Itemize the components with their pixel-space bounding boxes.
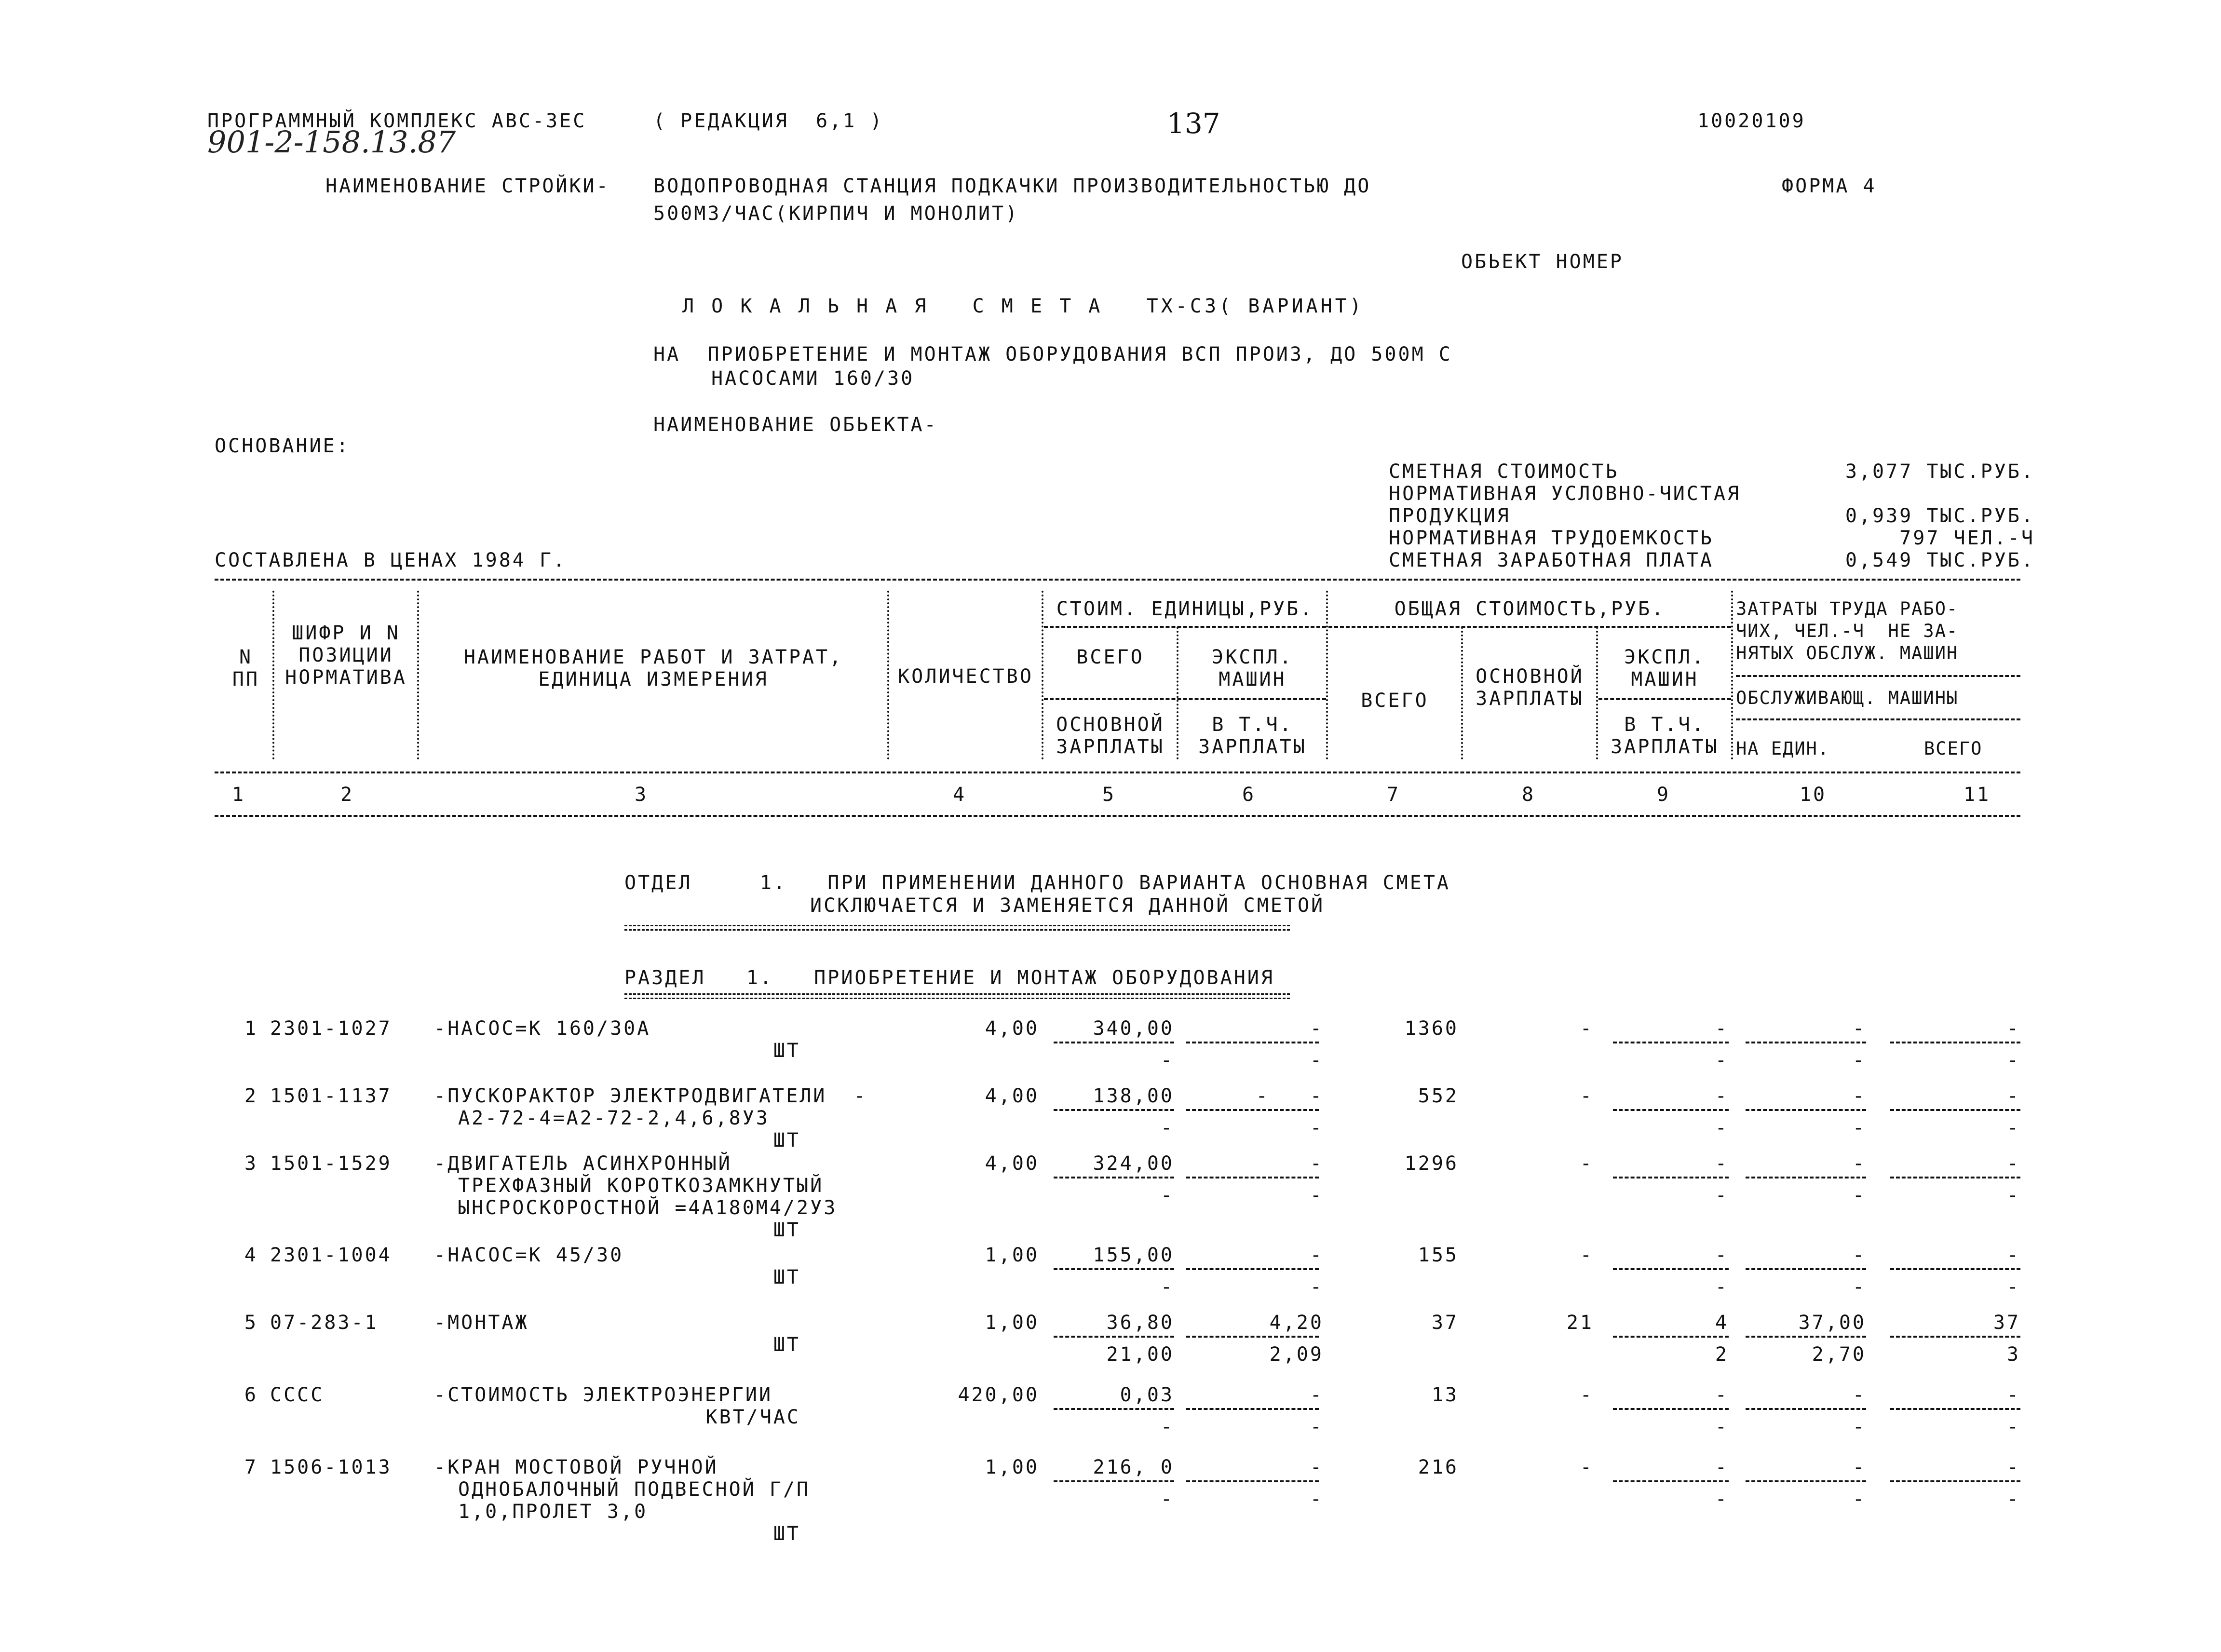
row-total: 1296 bbox=[1404, 1152, 1459, 1175]
row-quantity: 4,00 bbox=[985, 1085, 1039, 1107]
row-labor-total: 37 bbox=[1993, 1312, 2020, 1334]
row-unit-incl-pay: - bbox=[1310, 1184, 1324, 1206]
row-unit-exp: - bbox=[1310, 1456, 1324, 1478]
cell-rule bbox=[1054, 1408, 1174, 1410]
row-code: 1501-1137 bbox=[270, 1085, 392, 1107]
cell-rule bbox=[1186, 1336, 1319, 1338]
form-label: ФОРМА 4 bbox=[1782, 175, 1877, 197]
row-unit: ШТ bbox=[773, 1334, 800, 1356]
col-number: 3 bbox=[634, 784, 649, 806]
summary-value-0: 3,077 ТЫС.РУБ. bbox=[1845, 460, 2035, 483]
row-code: 1506-1013 bbox=[270, 1456, 392, 1478]
col-header-unit-exp: ЭКСПЛ. МАШИН bbox=[1212, 646, 1293, 691]
cell-rule bbox=[1746, 1408, 1866, 1410]
construction-name-line2: 500М3/ЧАС(КИРПИЧ И МОНОЛИТ) bbox=[653, 203, 1019, 225]
row-total: 37 bbox=[1431, 1312, 1459, 1334]
row-quantity: 420,00 bbox=[958, 1384, 1039, 1406]
row-exp: - bbox=[1715, 1085, 1729, 1107]
row-exp: 4 bbox=[1715, 1312, 1729, 1334]
col-number: 11 bbox=[1963, 784, 1991, 806]
col-sep bbox=[1596, 627, 1598, 759]
row-total: 552 bbox=[1418, 1085, 1459, 1107]
row-number: 3 bbox=[244, 1152, 258, 1175]
object-name-label: НАИМЕНОВАНИЕ ОБЬЕКТА- bbox=[653, 414, 938, 436]
row-unit: ШТ bbox=[773, 1129, 800, 1151]
cell-rule bbox=[1613, 1109, 1729, 1111]
row-name-line: -СТОИМОСТЬ ЭЛЕКТРОЭНЕРГИИ bbox=[434, 1384, 773, 1406]
col-sep bbox=[1731, 591, 1733, 759]
row-exp-pay: - bbox=[1715, 1184, 1729, 1206]
row-unit: КВТ/ЧАС bbox=[705, 1406, 800, 1428]
row-unit-exp: - bbox=[1310, 1152, 1324, 1175]
row-name-line: ТРЕХФАЗНЫЙ КОРОТКОЗАМКНУТЫЙ bbox=[458, 1175, 824, 1197]
row-labor-unit-b: - bbox=[1852, 1416, 1866, 1438]
summary-label-4: СМЕТНАЯ ЗАРАБОТНАЯ ПЛАТА bbox=[1389, 549, 1714, 571]
row-unit: ШТ bbox=[773, 1266, 800, 1288]
row-unit-exp: 4,20 bbox=[1269, 1312, 1324, 1334]
row-labor-unit: - bbox=[1852, 1152, 1866, 1175]
col-header-labor: ЗАТРАТЫ ТРУДА РАБО- ЧИХ, ЧЕЛ.-Ч НЕ ЗА- НЯТЫХ ОБСЛУЖ. МАШИН bbox=[1736, 598, 1959, 664]
row-exp-pay: - bbox=[1715, 1416, 1729, 1438]
row-exp: - bbox=[1715, 1456, 1729, 1478]
cell-rule bbox=[1054, 1336, 1174, 1338]
row-code: СССС bbox=[270, 1384, 325, 1406]
cell-rule bbox=[1613, 1480, 1729, 1482]
col-header-labor-machines: ОБСЛУЖИВАЮЩ. МАШИНЫ bbox=[1736, 688, 1959, 708]
row-base-pay: - bbox=[1580, 1152, 1594, 1175]
row-labor-unit: - bbox=[1852, 1456, 1866, 1478]
row-labor-unit: 37,00 bbox=[1798, 1312, 1866, 1334]
row-unit: ШТ bbox=[773, 1523, 800, 1545]
row-exp: - bbox=[1715, 1017, 1729, 1040]
row-labor-total-b: - bbox=[2006, 1488, 2020, 1510]
row-labor-total: - bbox=[2006, 1456, 2020, 1478]
row-unit-incl-pay: - bbox=[1310, 1488, 1324, 1510]
row-quantity: 1,00 bbox=[985, 1244, 1039, 1266]
cell-rule bbox=[1746, 1042, 1866, 1043]
col-number: 2 bbox=[340, 784, 354, 806]
col-number: 5 bbox=[1102, 784, 1116, 806]
col-header-unit-incl-pay: В Т.Ч. ЗАРПЛАТЫ bbox=[1198, 714, 1307, 758]
row-number: 1 bbox=[244, 1017, 258, 1040]
summary-label-0: СМЕТНАЯ СТОИМОСТЬ bbox=[1389, 460, 1619, 483]
rule bbox=[1044, 698, 1326, 700]
cell-rule bbox=[1890, 1109, 2020, 1111]
cell-rule bbox=[1186, 1042, 1319, 1043]
cell-rule bbox=[1890, 1336, 2020, 1338]
page-number: 137 bbox=[1167, 107, 1220, 140]
col-number: 6 bbox=[1242, 784, 1256, 806]
row-number: 5 bbox=[244, 1312, 258, 1334]
section-title-line2: ИСКЛЮЧАЕТСЯ И ЗАМЕНЯЕТСЯ ДАННОЙ СМЕТОЙ bbox=[810, 894, 1325, 917]
row-quantity: 1,00 bbox=[985, 1312, 1039, 1334]
col-sep bbox=[1326, 591, 1328, 759]
row-unit-base-pay: 21,00 bbox=[1106, 1343, 1174, 1366]
col-sep bbox=[272, 591, 274, 759]
basis-label: ОСНОВАНИЕ: bbox=[215, 435, 350, 457]
row-name-line: А2-72-4=А2-72-2,4,6,8У3 bbox=[458, 1107, 770, 1129]
row-name-line: ОДНОБАЛОЧНЫЙ ПОДВЕСНОЙ Г/П bbox=[458, 1478, 811, 1501]
row-name-line: -НАСОС=К 45/30 bbox=[434, 1244, 624, 1266]
row-labor-unit-b: - bbox=[1852, 1276, 1866, 1298]
row-unit-base-pay: - bbox=[1160, 1049, 1174, 1071]
row-exp-pay: - bbox=[1715, 1117, 1729, 1139]
row-labor-unit-b: 2,70 bbox=[1812, 1343, 1866, 1366]
rule bbox=[1598, 698, 1731, 700]
summary-value-4: 0,549 ТЫС.РУБ. bbox=[1845, 549, 2035, 571]
col-number: 10 bbox=[1799, 784, 1827, 806]
row-unit-cost: 138,00 bbox=[1093, 1085, 1174, 1107]
row-unit-exp: - bbox=[1310, 1384, 1324, 1406]
program-name: ПРОГРАММНЫЙ КОМПЛЕКС АВС-3ЕС bbox=[207, 110, 587, 132]
table-top-rule bbox=[215, 579, 2020, 581]
section-underline bbox=[624, 925, 1290, 931]
col-sep bbox=[1177, 627, 1178, 759]
cell-rule bbox=[1746, 1109, 1866, 1111]
row-labor-unit-b: - bbox=[1852, 1488, 1866, 1510]
col-header-total-incl-pay: В Т.Ч. ЗАРПЛАТЫ bbox=[1611, 714, 1719, 758]
row-exp: - bbox=[1715, 1384, 1729, 1406]
cell-rule bbox=[1890, 1177, 2020, 1178]
row-unit-base-pay: - bbox=[1160, 1416, 1174, 1438]
row-quantity: 4,00 bbox=[985, 1152, 1039, 1175]
cell-rule bbox=[1186, 1177, 1319, 1178]
row-code: 1501-1529 bbox=[270, 1152, 392, 1175]
row-number: 2 bbox=[244, 1085, 258, 1107]
col-header-n: N ПП bbox=[232, 646, 260, 691]
row-unit-exp: - bbox=[1310, 1017, 1324, 1040]
prices-note: СОСТАВЛЕНА В ЦЕНАХ 1984 Г. bbox=[215, 549, 567, 571]
row-name-line: -НАСОС=К 160/30А bbox=[434, 1017, 651, 1040]
row-unit-cost: 216, 0 bbox=[1093, 1456, 1174, 1478]
cell-rule bbox=[1890, 1268, 2020, 1270]
row-name-line: -КРАН МОСТОВОЙ РУЧНОЙ bbox=[434, 1456, 718, 1478]
row-name-line: -ПУСКОРАКТОР ЭЛЕКТРОДВИГАТЕЛИ - bbox=[434, 1085, 867, 1107]
col-sep bbox=[1042, 591, 1043, 759]
header-bottom-rule bbox=[215, 772, 2020, 773]
row-code: 2301-1027 bbox=[270, 1017, 392, 1040]
row-base-pay: - bbox=[1580, 1017, 1594, 1040]
row-code: 2301-1004 bbox=[270, 1244, 392, 1266]
row-name-line: 1,0,ПРОЛЕТ 3,0 bbox=[458, 1501, 648, 1523]
row-labor-total: - bbox=[2006, 1244, 2020, 1266]
row-exp: - bbox=[1715, 1244, 1729, 1266]
row-labor-unit-b: - bbox=[1852, 1184, 1866, 1206]
cell-rule bbox=[1054, 1042, 1174, 1043]
col-number: 4 bbox=[952, 784, 967, 806]
row-unit-incl-pay: - bbox=[1310, 1117, 1324, 1139]
row-total: 155 bbox=[1418, 1244, 1459, 1266]
row-total: 1360 bbox=[1404, 1017, 1459, 1040]
col-number: 9 bbox=[1656, 784, 1671, 806]
row-unit-base-pay: - bbox=[1160, 1488, 1174, 1510]
row-unit-cost: 0,03 bbox=[1120, 1384, 1174, 1406]
rule bbox=[1736, 718, 2020, 720]
col-header-code: ШИФР И N ПОЗИЦИИ НОРМАТИВА bbox=[285, 622, 407, 689]
row-unit-cost: 36,80 bbox=[1106, 1312, 1174, 1334]
cell-rule bbox=[1890, 1480, 2020, 1482]
cell-rule bbox=[1186, 1268, 1319, 1270]
row-unit-exp: - - bbox=[1256, 1085, 1324, 1107]
subsection-title: РАЗДЕЛ 1. ПРИОБРЕТЕНИЕ И МОНТАЖ ОБОРУДОВАНИЯ bbox=[624, 967, 1274, 989]
row-base-pay: - bbox=[1580, 1384, 1594, 1406]
row-labor-total: - bbox=[2006, 1152, 2020, 1175]
cell-rule bbox=[1186, 1480, 1319, 1482]
col-header-qty: КОЛИЧЕСТВО bbox=[898, 665, 1033, 688]
row-unit-incl-pay: 2,09 bbox=[1269, 1343, 1324, 1366]
row-code: 07-283-1 bbox=[270, 1312, 379, 1334]
row-labor-unit-b: - bbox=[1852, 1049, 1866, 1071]
row-name-line: ЫНСРОСКОРОСТНОЙ =4А180М4/2У3 bbox=[458, 1197, 838, 1219]
row-labor-unit: - bbox=[1852, 1085, 1866, 1107]
row-labor-total: - bbox=[2006, 1384, 2020, 1406]
row-exp-pay: - bbox=[1715, 1488, 1729, 1510]
col-header-labor-per-unit: НА ЕДИН. bbox=[1736, 738, 1830, 759]
row-unit: ШТ bbox=[773, 1219, 800, 1241]
section-title-line1: ОТДЕЛ 1. ПРИ ПРИМЕНЕНИИ ДАННОГО ВАРИАНТА ОСНОВНАЯ СМЕТА bbox=[624, 872, 1451, 894]
row-labor-total-b: - bbox=[2006, 1049, 2020, 1071]
row-unit: ШТ bbox=[773, 1040, 800, 1062]
doc-code: 10020109 bbox=[1697, 110, 1806, 132]
row-name-line: -ДВИГАТЕЛЬ АСИНХРОННЫЙ bbox=[434, 1152, 732, 1175]
row-labor-unit: - bbox=[1852, 1244, 1866, 1266]
cell-rule bbox=[1890, 1408, 2020, 1410]
row-unit-cost: 155,00 bbox=[1093, 1244, 1174, 1266]
cell-rule bbox=[1746, 1268, 1866, 1270]
col-number: 8 bbox=[1521, 784, 1536, 806]
col-header-unit-total: ВСЕГО bbox=[1076, 646, 1144, 668]
row-base-pay: - bbox=[1580, 1244, 1594, 1266]
cell-rule bbox=[1613, 1042, 1729, 1043]
row-number: 4 bbox=[244, 1244, 258, 1266]
row-unit-base-pay: - bbox=[1160, 1117, 1174, 1139]
col-header-labor-total: ВСЕГО bbox=[1924, 738, 1983, 759]
row-unit-incl-pay: - bbox=[1310, 1416, 1324, 1438]
row-base-pay: - bbox=[1580, 1456, 1594, 1478]
row-labor-unit-b: - bbox=[1852, 1117, 1866, 1139]
col-sep bbox=[1461, 627, 1463, 759]
cell-rule bbox=[1613, 1408, 1729, 1410]
row-unit-base-pay: - bbox=[1160, 1276, 1174, 1298]
row-exp-pay: - bbox=[1715, 1049, 1729, 1071]
construction-name-label: НАИМЕНОВАНИЕ СТРОЙКИ- bbox=[325, 175, 610, 197]
subsection-underline bbox=[624, 993, 1290, 999]
row-labor-total-b: - bbox=[2006, 1276, 2020, 1298]
col-sep bbox=[887, 591, 889, 759]
col-header-total-base-pay: ОСНОВНОЙ ЗАРПЛАТЫ bbox=[1476, 665, 1584, 710]
row-unit-incl-pay: - bbox=[1310, 1049, 1324, 1071]
row-labor-unit: - bbox=[1852, 1384, 1866, 1406]
col-header-unit-cost: СТОИМ. ЕДИНИЦЫ,РУБ. bbox=[1056, 598, 1314, 620]
row-base-pay: 21 bbox=[1566, 1312, 1594, 1334]
cell-rule bbox=[1613, 1268, 1729, 1270]
col-number: 7 bbox=[1386, 784, 1401, 806]
row-labor-total-b: 3 bbox=[2006, 1343, 2020, 1366]
cell-rule bbox=[1613, 1336, 1729, 1338]
row-base-pay: - bbox=[1580, 1085, 1594, 1107]
col-sep bbox=[417, 591, 419, 759]
edition: ( РЕДАКЦИЯ 6,1 ) bbox=[653, 110, 884, 132]
row-labor-unit: - bbox=[1852, 1017, 1866, 1040]
col-header-total-all: ВСЕГО bbox=[1361, 690, 1429, 712]
object-number-label: ОБЬЕКТ НОМЕР bbox=[1461, 251, 1624, 273]
col-header-unit-base-pay: ОСНОВНОЙ ЗАРПЛАТЫ bbox=[1056, 714, 1165, 758]
row-number: 6 bbox=[244, 1384, 258, 1406]
row-exp-pay: 2 bbox=[1715, 1343, 1729, 1366]
row-labor-total-b: - bbox=[2006, 1117, 2020, 1139]
estimate-subtitle-line2: НАСОСАМИ 160/30 bbox=[711, 367, 915, 390]
col-number: 1 bbox=[231, 784, 246, 806]
row-quantity: 4,00 bbox=[985, 1017, 1039, 1040]
cell-rule bbox=[1746, 1480, 1866, 1482]
col-header-total-exp: ЭКСПЛ. МАШИН bbox=[1624, 646, 1706, 691]
row-unit-cost: 324,00 bbox=[1093, 1152, 1174, 1175]
cell-rule bbox=[1746, 1177, 1866, 1178]
construction-name-line1: ВОДОПРОВОДНАЯ СТАНЦИЯ ПОДКАЧКИ ПРОИЗВОДИТЕЛЬНОСТЬЮ ДО bbox=[653, 175, 1371, 197]
summary-label-3: НОРМАТИВНАЯ ТРУДОЕМКОСТЬ bbox=[1389, 527, 1714, 549]
row-name-line: -МОНТАЖ bbox=[434, 1312, 529, 1334]
row-total: 13 bbox=[1431, 1384, 1459, 1406]
row-total: 216 bbox=[1418, 1456, 1459, 1478]
summary-value-3: 797 ЧЕЛ.-Ч bbox=[1899, 527, 2035, 549]
estimate-subtitle-line1: НА ПРИОБРЕТЕНИЕ И МОНТАЖ ОБОРУДОВАНИЯ ВСП ПРОИЗ, ДО 500М С bbox=[653, 343, 1452, 366]
row-number: 7 bbox=[244, 1456, 258, 1478]
row-labor-total: - bbox=[2006, 1017, 2020, 1040]
cell-rule bbox=[1746, 1336, 1866, 1338]
row-exp: - bbox=[1715, 1152, 1729, 1175]
row-labor-total: - bbox=[2006, 1085, 2020, 1107]
cell-rule bbox=[1054, 1268, 1174, 1270]
summary-value-2: 0,939 ТЫС.РУБ. bbox=[1845, 505, 2035, 527]
row-labor-total-b: - bbox=[2006, 1184, 2020, 1206]
cell-rule bbox=[1186, 1408, 1319, 1410]
row-unit-cost: 340,00 bbox=[1093, 1017, 1174, 1040]
cell-rule bbox=[1613, 1177, 1729, 1178]
cell-rule bbox=[1186, 1109, 1319, 1111]
cell-rule bbox=[1054, 1109, 1174, 1111]
row-quantity: 1,00 bbox=[985, 1456, 1039, 1478]
row-unit-exp: - bbox=[1310, 1244, 1324, 1266]
rule bbox=[1328, 626, 1731, 628]
row-exp-pay: - bbox=[1715, 1276, 1729, 1298]
row-labor-total-b: - bbox=[2006, 1416, 2020, 1438]
col-header-name: НАИМЕНОВАНИЕ РАБОТ И ЗАТРАТ, ЕДИНИЦА ИЗМЕРЕНИЯ bbox=[463, 646, 843, 691]
summary-label-1: НОРМАТИВНАЯ УСЛОВНО-ЧИСТАЯ bbox=[1389, 483, 1741, 505]
handwritten-reference: 901-2-158.13.87 bbox=[207, 124, 456, 160]
numbers-bottom-rule bbox=[215, 815, 2020, 817]
rule bbox=[1736, 675, 2020, 677]
rule bbox=[1044, 626, 1326, 628]
summary-label-2: ПРОДУКЦИЯ bbox=[1389, 505, 1511, 527]
cell-rule bbox=[1890, 1042, 2020, 1043]
row-unit-base-pay: - bbox=[1160, 1184, 1174, 1206]
cell-rule bbox=[1054, 1177, 1174, 1178]
cell-rule bbox=[1054, 1480, 1174, 1482]
row-unit-incl-pay: - bbox=[1310, 1276, 1324, 1298]
col-header-total-cost: ОБЩАЯ СТОИМОСТЬ,РУБ. bbox=[1394, 598, 1666, 620]
estimate-title: Л О К А Л Ь Н А Я С М Е Т А ТХ-С3( ВАРИАНТ) bbox=[682, 295, 1364, 317]
